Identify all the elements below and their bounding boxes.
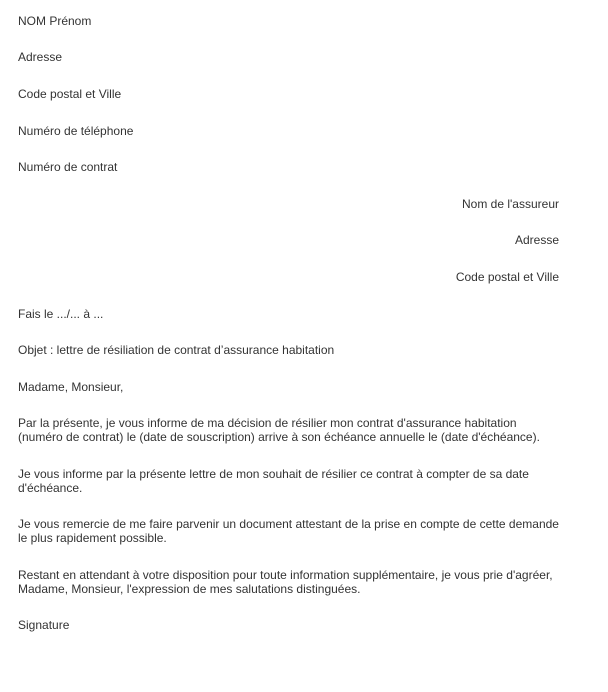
- recipient-address: Adresse: [514, 233, 559, 247]
- sender-address: Adresse: [18, 50, 63, 64]
- place-date: Fais le .../... à ...: [18, 307, 104, 321]
- body-paragraph: Par la présente, je vous informe de ma décision de résilier mon contrat d'assurance habitation (numéro de contrat) le (date de souscription) arrive à son échéance annuelle le (date d'échéance).: [18, 416, 540, 444]
- sender-postal-city: Code postal et Ville: [18, 87, 122, 101]
- subject-line: Objet : lettre de résiliation de contrat d’assurance habitation: [18, 343, 335, 357]
- recipient-postal-city: Code postal et Ville: [455, 270, 559, 284]
- body-paragraph: Je vous informe par la présente lettre de mon souhait de résilier ce contrat à compter de sa date d'échéance.: [18, 467, 529, 495]
- body-paragraph: Je vous remercie de me faire parvenir un document attestant de la prise en compte de cette demande le plus rapidement possible.: [18, 517, 559, 545]
- salutation: Madame, Monsieur,: [18, 380, 124, 394]
- signature: Signature: [18, 618, 70, 632]
- sender-contract-number: Numéro de contrat: [18, 160, 118, 174]
- sender-name: NOM Prénom: [18, 14, 92, 28]
- sender-phone: Numéro de téléphone: [18, 124, 134, 138]
- closing-paragraph: Restant en attendant à votre disposition pour toute information supplémentaire, je vous prie d'agréer, Madame, Monsieur, l'expression de mes salutations distinguées.: [18, 568, 553, 596]
- recipient-insurer-name: Nom de l'assureur: [462, 197, 559, 211]
